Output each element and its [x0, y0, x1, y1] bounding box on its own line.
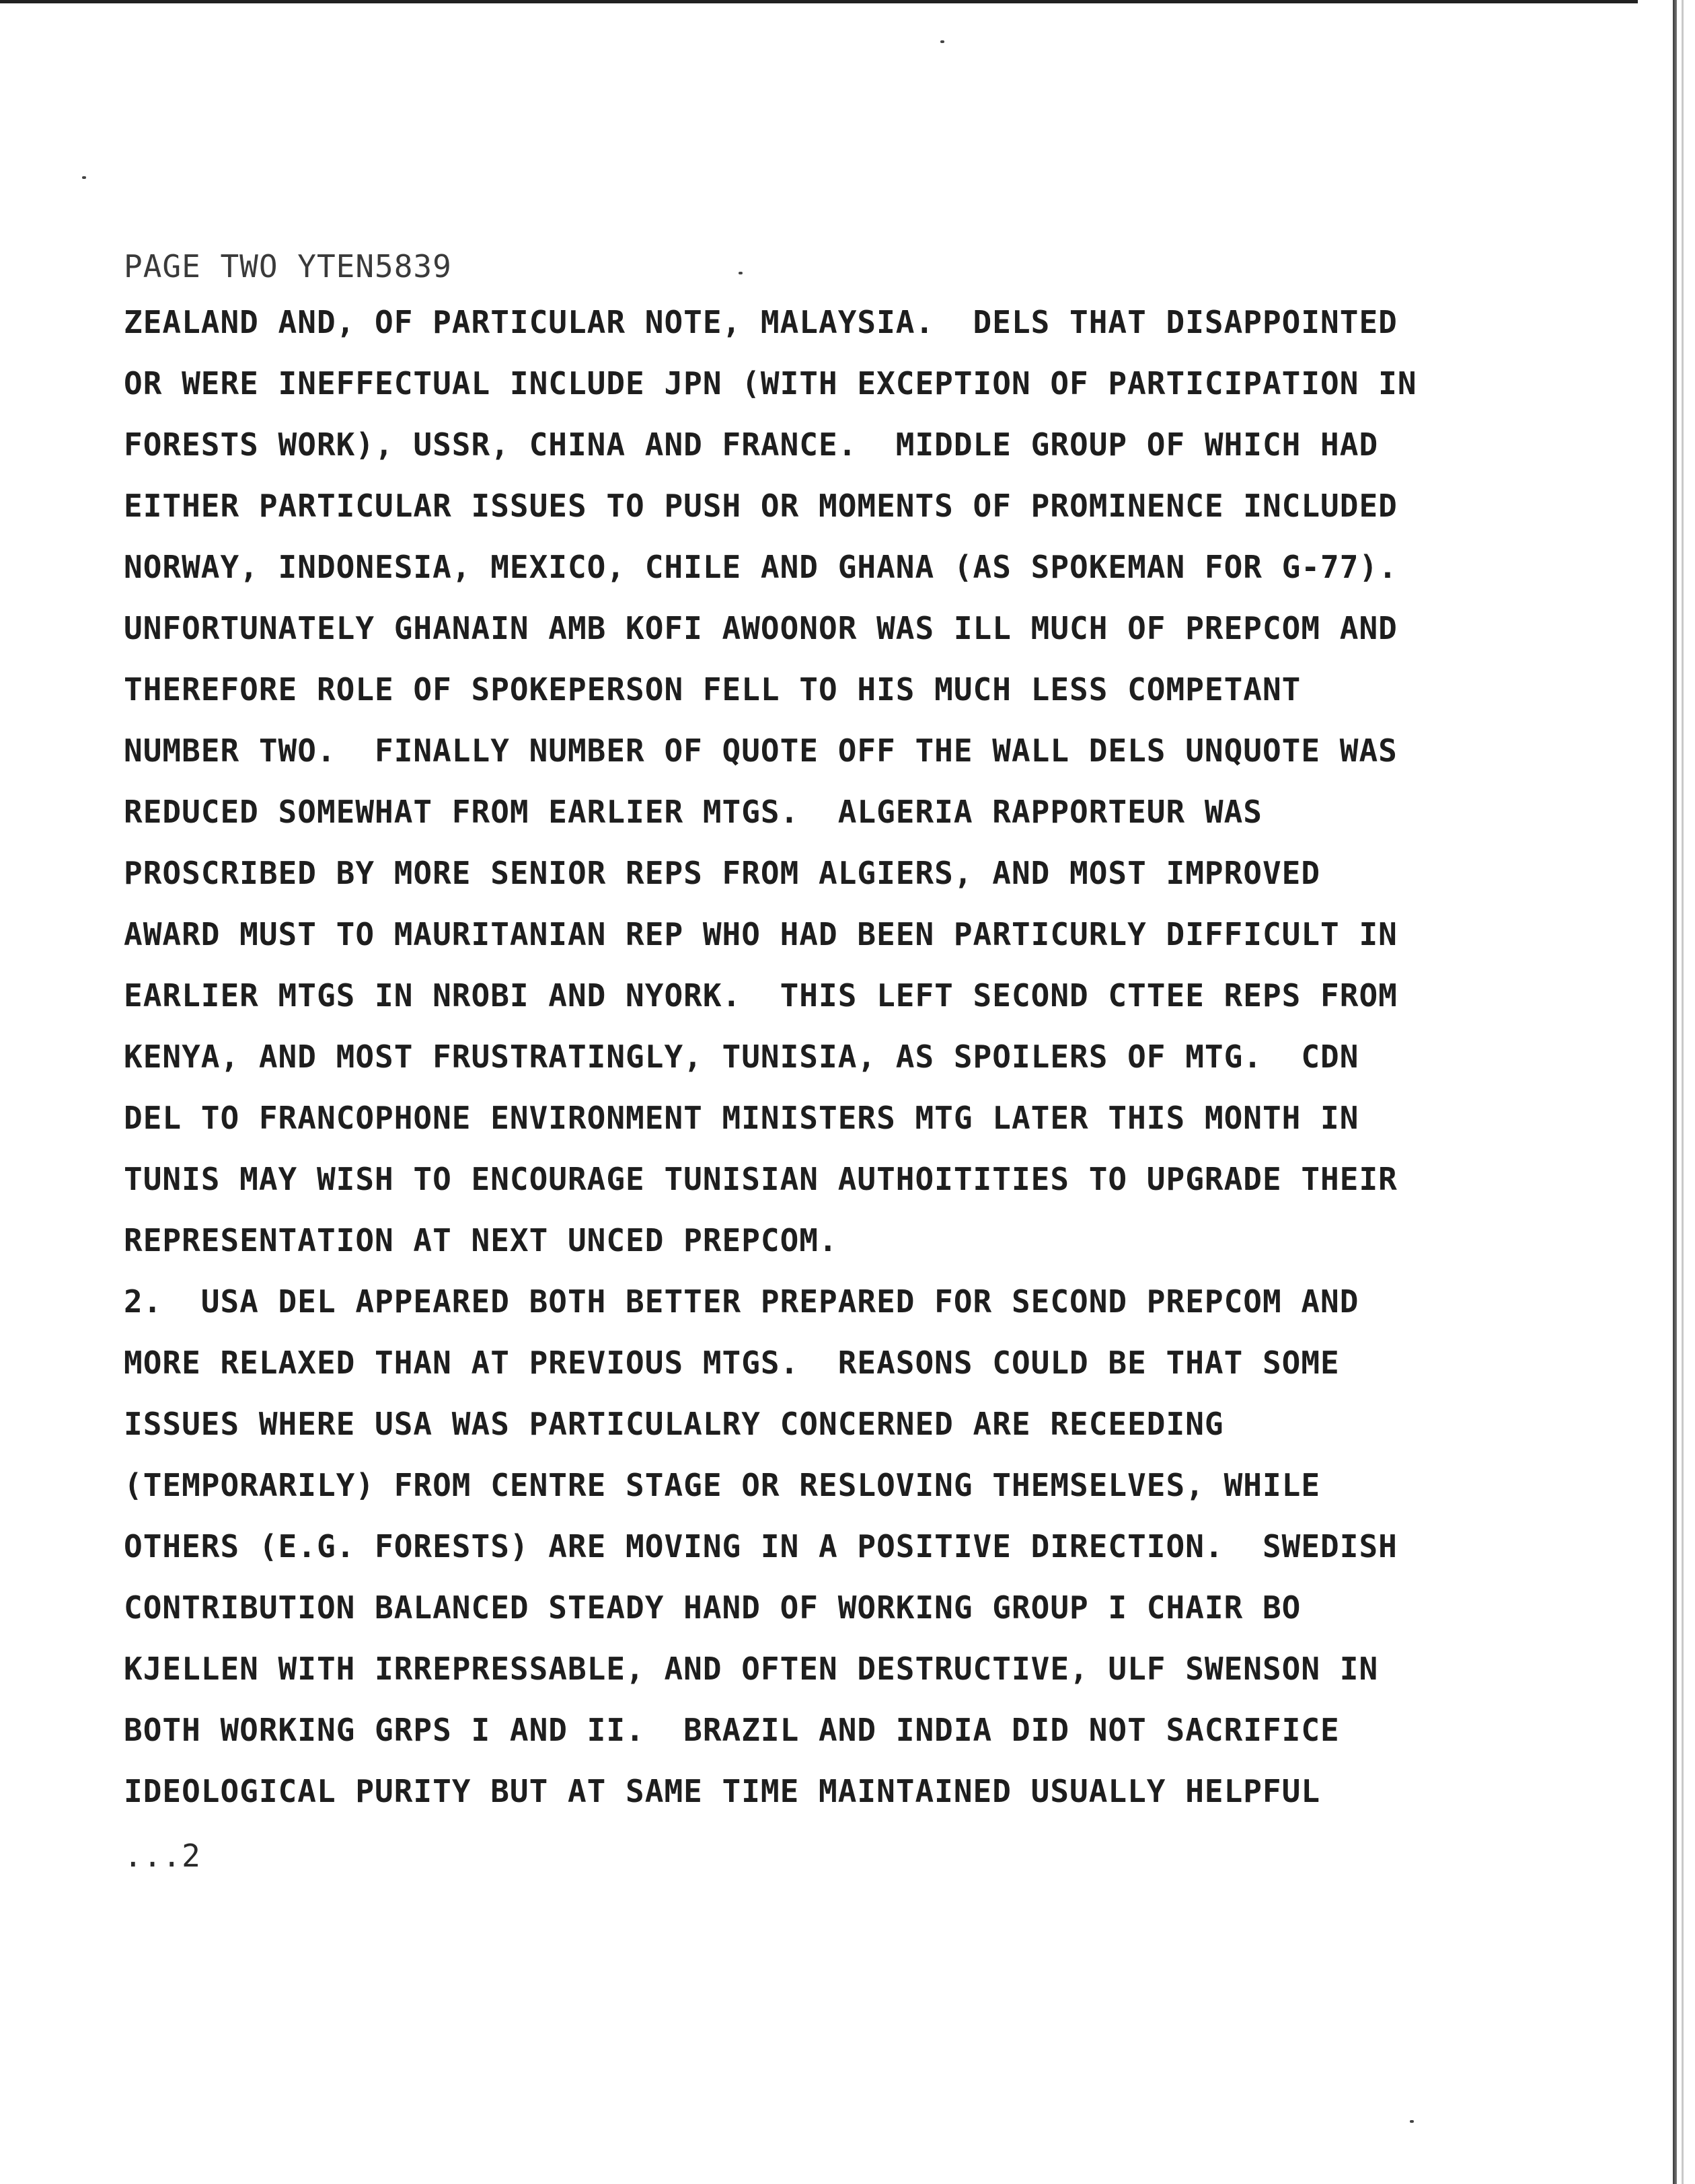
scan-speck [940, 40, 944, 43]
telex-page [124, 241, 1469, 1889]
text-line: ISSUES WHERE USA WAS PARTICULALRY CONCERNED ARE RECEEDING [124, 1406, 1224, 1442]
continuation-marker: ...2 [124, 1838, 201, 1874]
text-line: DEL TO FRANCOPHONE ENVIRONMENT MINISTERS MTG LATER THIS MONTH IN [124, 1100, 1359, 1136]
text-line: FORESTS WORK), USSR, CHINA AND FRANCE. MIDDLE GROUP OF WHICH HAD [124, 426, 1379, 463]
text-line: EARLIER MTGS IN NROBI AND NYORK. THIS LEFT SECOND CTTEE REPS FROM [124, 977, 1398, 1014]
text-line: NORWAY, INDONESIA, MEXICO, CHILE AND GHANA (AS SPOKEMAN FOR G-77). [124, 549, 1398, 585]
text-line: TUNIS MAY WISH TO ENCOURAGE TUNISIAN AUTHOITITIES TO UPGRADE THEIR [124, 1161, 1398, 1197]
text-line: REDUCED SOMEWHAT FROM EARLIER MTGS. ALGERIA RAPPORTEUR WAS [124, 794, 1263, 830]
right-scan-edge [1673, 0, 1677, 2184]
text-line: NUMBER TWO. FINALLY NUMBER OF QUOTE OFF THE WALL DELS UNQUOTE WAS [124, 732, 1398, 769]
text-line: KJELLEN WITH IRREPRESSABLE, AND OFTEN DESTRUCTIVE, ULF SWENSON IN [124, 1651, 1379, 1687]
text-line: KENYA, AND MOST FRUSTRATINGLY, TUNISIA, AS SPOILERS OF MTG. CDN [124, 1039, 1359, 1075]
text-line: ZEALAND AND, OF PARTICULAR NOTE, MALAYSIA. DELS THAT DISAPPOINTED [124, 304, 1398, 340]
text-line: AWARD MUST TO MAURITANIAN REP WHO HAD BEEN PARTICURLY DIFFICULT IN [124, 916, 1398, 952]
text-line: EITHER PARTICULAR ISSUES TO PUSH OR MOMENTS OF PROMINENCE INCLUDED [124, 488, 1398, 524]
text-line: THEREFORE ROLE OF SPOKEPERSON FELL TO HIS MUCH LESS COMPETANT [124, 671, 1302, 708]
text-line: 2. USA DEL APPEARED BOTH BETTER PREPARED FOR SECOND PREPCOM AND [124, 1283, 1359, 1320]
right-scan-edge-shadow [1682, 0, 1684, 2184]
text-line: OTHERS (E.G. FORESTS) ARE MOVING IN A POSITIVE DIRECTION. SWEDISH [124, 1528, 1398, 1565]
top-scan-rule [0, 0, 1638, 3]
text-line: PROSCRIBED BY MORE SENIOR REPS FROM ALGIERS, AND MOST IMPROVED [124, 855, 1321, 891]
scan-speck [82, 176, 86, 179]
body-text [124, 292, 1469, 1822]
scan-speck [1410, 2120, 1414, 2123]
text-line: REPRESENTATION AT NEXT UNCED PREPCOM. [124, 1222, 838, 1258]
text-line: OR WERE INEFFECTUAL INCLUDE JPN (WITH EXCEPTION OF PARTICIPATION IN [124, 365, 1417, 402]
text-line: IDEOLOGICAL PURITY BUT AT SAME TIME MAINTAINED USUALLY HELPFUL [124, 1773, 1321, 1809]
text-line: (TEMPORARILY) FROM CENTRE STAGE OR RESLOVING THEMSELVES, WHILE [124, 1467, 1321, 1503]
text-line: UNFORTUNATELY GHANAIN AMB KOFI AWOONOR WAS ILL MUCH OF PREPCOM AND [124, 610, 1398, 646]
text-line: MORE RELAXED THAN AT PREVIOUS MTGS. REASONS COULD BE THAT SOME [124, 1345, 1340, 1381]
page-header: PAGE TWO YTEN5839 [124, 248, 452, 285]
text-line: CONTRIBUTION BALANCED STEADY HAND OF WORKING GROUP I CHAIR BO [124, 1589, 1302, 1626]
text-line: BOTH WORKING GRPS I AND II. BRAZIL AND INDIA DID NOT SACRIFICE [124, 1712, 1340, 1748]
